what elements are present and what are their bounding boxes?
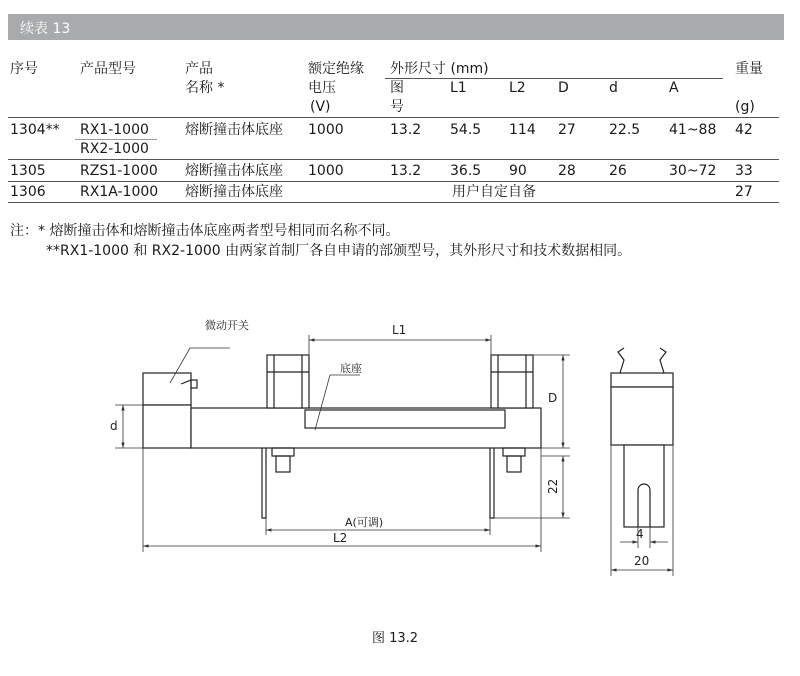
cell-custom: 用户自定自备 (452, 184, 536, 200)
col-header-voltage-1: 额定绝缘 (308, 61, 364, 77)
row-rule (8, 181, 779, 182)
col-header-dims: 外形尺寸 (mm) (390, 61, 489, 77)
cell-fig: 13.2 (390, 122, 422, 138)
dim-label-20: 20 (634, 554, 650, 568)
dim-label-L2: L2 (333, 531, 348, 545)
col-header-name-1: 产品 (185, 61, 213, 77)
cell-l1: 36.5 (450, 163, 482, 179)
table-title-bar (8, 14, 784, 40)
table-bottom-rule (8, 202, 779, 203)
cell-weight: 27 (735, 184, 753, 200)
cell-seq: 1306 (10, 184, 46, 200)
cell-l2: 114 (509, 122, 536, 138)
cell-seq: 1304** (10, 122, 60, 138)
cell-D: 27 (558, 122, 576, 138)
dims-header-rule (385, 78, 723, 79)
cell-d: 22.5 (609, 122, 641, 138)
cell-name: 熔断撞击体底座 (185, 122, 283, 138)
cell-voltage: 1000 (308, 122, 344, 138)
cell-model: RX1A-1000 (80, 184, 159, 200)
dim-label-D: D (548, 391, 558, 405)
col-header-seq: 序号 (10, 61, 38, 77)
col-header-weight-1: 重量 (735, 61, 763, 77)
front-view (143, 355, 541, 518)
table-title: 续表 13 (20, 21, 71, 37)
col-header-name-2: 名称 * (185, 80, 225, 96)
cell-model: RZS1-1000 (80, 163, 158, 179)
row-rule (8, 159, 779, 160)
dim-label-L1: L1 (392, 323, 407, 337)
cell-l2: 90 (509, 163, 527, 179)
dim-label-22: 22 (546, 478, 560, 494)
cell-weight: 33 (735, 163, 753, 179)
figure-caption: 图 13.2 (372, 631, 419, 646)
cell-name: 熔断撞击体底座 (185, 184, 283, 200)
cell-weight: 42 (735, 122, 753, 138)
col-header-d: d (609, 80, 618, 96)
fuse-base-drawing (0, 290, 800, 620)
cell-model: RX1-1000 (80, 122, 149, 138)
cell-D: 28 (558, 163, 576, 179)
dim-label-4: 4 (636, 527, 644, 541)
col-header-fig-2: 号 (390, 99, 404, 115)
col-header-voltage-2: 电压 (308, 80, 336, 96)
cell-A: 41~88 (669, 122, 717, 138)
note-line-1: 注：* 熔断撞击体和熔断撞击体底座两者型号相同而名称不同。 (10, 223, 400, 239)
col-header-l1: L1 (450, 80, 467, 96)
col-header-weight-2: (g) (735, 99, 755, 115)
cell-seq: 1305 (10, 163, 46, 179)
col-header-voltage-3: (V) (310, 99, 331, 115)
row-subrule (75, 139, 157, 140)
col-header-A: A (669, 80, 679, 96)
col-header-model: 产品型号 (80, 61, 136, 77)
col-header-fig-1: 图 (390, 80, 404, 96)
cell-A: 30~72 (669, 163, 717, 179)
cell-model-alt: RX2-1000 (80, 141, 149, 157)
dim-label-A: A(可调) (345, 516, 384, 529)
col-header-D: D (558, 80, 569, 96)
note-line-2: **RX1-1000 和 RX2-1000 由两家首制厂各自申请的部颁型号，其外形尺寸和技术数据相同。 (46, 243, 632, 259)
col-header-l2: L2 (509, 80, 526, 96)
cell-d: 26 (609, 163, 627, 179)
side-view (611, 348, 673, 527)
label-microswitch: 微动开关 (205, 319, 249, 332)
dim-label-d: d (110, 419, 118, 433)
header-rule (8, 117, 779, 118)
cell-fig: 13.2 (390, 163, 422, 179)
cell-voltage: 1000 (308, 163, 344, 179)
cell-name: 熔断撞击体底座 (185, 163, 283, 179)
label-base: 底座 (340, 362, 362, 375)
cell-l1: 54.5 (450, 122, 482, 138)
